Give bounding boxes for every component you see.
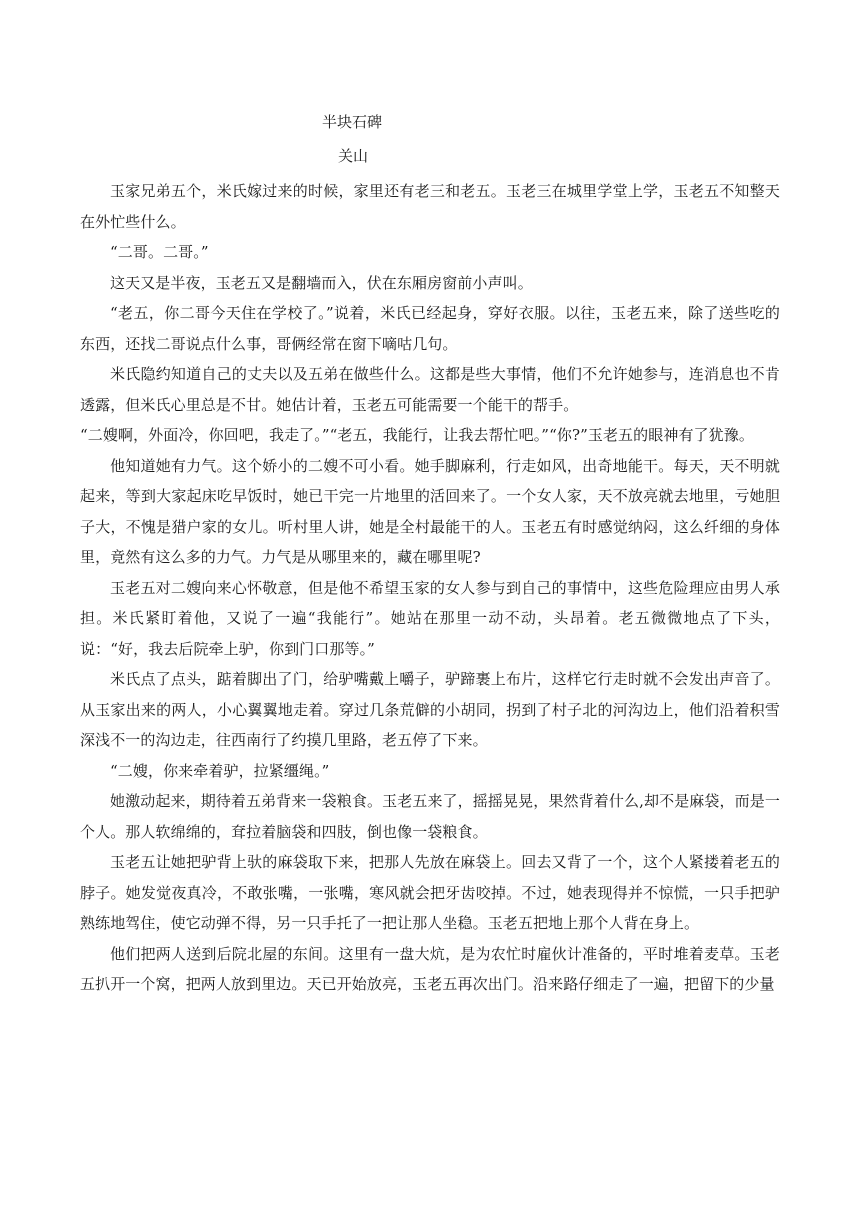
paragraph: 玉家兄弟五个，米氏嫁过来的时候，家里还有老三和老五。玉老三在城里学堂上学，玉老五不知整天在外忙些什么。 bbox=[80, 182, 780, 231]
paragraph: 这天又是半夜，玉老五又是翻墙而入，伏在东厢房窗前小声叫。 bbox=[110, 273, 533, 292]
article-title: 半块石碑 bbox=[322, 113, 383, 131]
paragraph: “二嫂，你来牵着驴，拉紧缰绳。” bbox=[110, 761, 330, 780]
paragraph: “二哥。二哥。” bbox=[110, 243, 209, 261]
paragraph: 玉老五对二嫂向来心怀敬意，但是他不希望玉家的女人参与到自己的事情中，这些危险理应由男人承担。米氏紧盯着他，又说了一遍“我能行”。她站在那里一动不动，头昂着。老五微微地点了下头，说：“好，我去后院牵上驴，你到门口那等。” bbox=[80, 578, 780, 658]
paragraph: 米氏隐约知道自己的丈夫以及五弟在做些什么。这都是些大事情，他们不允许她参与，连消息也不肯透露，但米氏心里总是不甘。她估计着，玉老五可能需要一个能干的帮手。 bbox=[80, 365, 780, 414]
paragraph: 她激动起来，期待着五弟背来一袋粮食。玉老五来了，摇摇晃晃，果然背着什么,却不是麻袋，而是一个人。那人软绵绵的，耷拉着脑袋和四肢，倒也像一袋粮食。 bbox=[80, 792, 780, 841]
article-body bbox=[80, 176, 780, 1000]
article-author: 关山 bbox=[338, 147, 369, 165]
paragraph: “老五，你二哥今天住在学校了。”说着，米氏已经起身，穿好衣服。以往，玉老五来，除了送些吃的东西，还找二哥说点什么事，哥俩经常在窗下嘀咕几句。 bbox=[80, 304, 780, 353]
paragraph: 米氏点了点头，踮着脚出了门，给驴嘴戴上嚼子，驴蹄裹上布片，这样它行走时就不会发出声音了。从玉家出来的两人，小心翼翼地走着。穿过几条荒僻的小胡同，拐到了村子北的河沟边上，他们沿着积雪深浅不一的沟边走，往西南行了约摸几里路，老五停了下来。 bbox=[80, 670, 780, 749]
paragraph: 玉老五让她把驴背上驮的麻袋取下来，把那人先放在麻袋上。回去又背了一个，这个人紧搂着老五的脖子。她发觉夜真冷，不敢张嘴，一张嘴，寒风就会把牙齿咬掉。不过，她表现得并不惊慌，一只手把驴熟练地驾住，使它动弹不得，另一只手托了一把让那人坐稳。玉老五把地上那个人背在身上。 bbox=[80, 853, 780, 932]
paragraph: 他们把两人送到后院北屋的东间。这里有一盘大炕，是为农忙时雇伙计准备的，平时堆着麦草。玉老五扒开一个窝，把两人放到里边。天已开始放亮，玉老五再次出门。沿来路仔细走了一遍，把留下的少量 bbox=[80, 944, 780, 993]
paragraph: 他知道她有力气。这个娇小的二嫂不可小看。她手脚麻利，行走如风，出奇地能干。每天，天不明就起来，等到大家起床吃早饭时，她已干完一片地里的活回来了。一个女人家，天不放亮就去地里，亏她胆子大，不愧是猎户家的女儿。听村里人讲，她是全村最能干的人。玉老五有时感觉纳闷，这么纤细的身体里，竟然有这么多的力气。力气是从哪里来的，藏在哪里呢? bbox=[80, 456, 780, 566]
paragraph: “二嫂啊，外面冷，你回吧，我走了。”“老五，我能行，让我去帮忙吧。”“你?”玉老五的眼神有了犹豫。 bbox=[80, 426, 754, 444]
